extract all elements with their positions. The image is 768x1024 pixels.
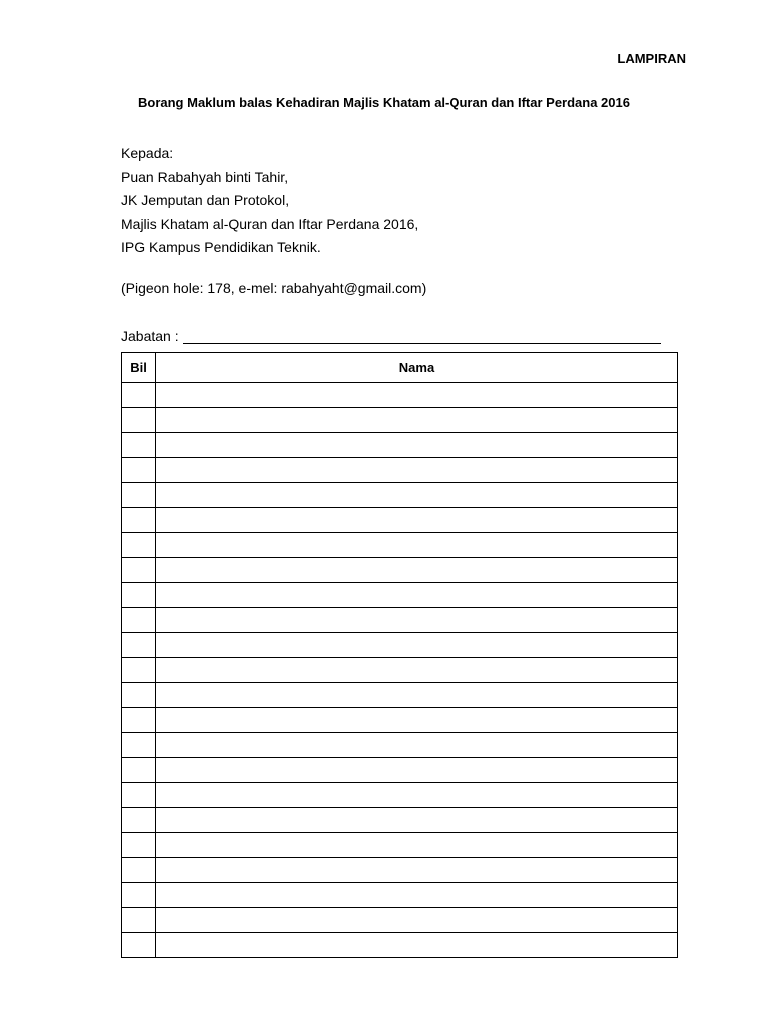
address-line-event: Majlis Khatam al-Quran dan Iftar Perdana 2016, bbox=[121, 215, 419, 232]
bil-cell[interactable] bbox=[122, 533, 156, 558]
table-row bbox=[122, 708, 678, 733]
table-row bbox=[122, 633, 678, 658]
form-title: Borang Maklum balas Kehadiran Majlis Khatam al-Quran dan Iftar Perdana 2016 bbox=[138, 95, 630, 110]
department-input-line[interactable] bbox=[183, 329, 661, 344]
table-row bbox=[122, 408, 678, 433]
nama-cell[interactable] bbox=[156, 433, 678, 458]
nama-cell[interactable] bbox=[156, 383, 678, 408]
table-row bbox=[122, 583, 678, 608]
table-row bbox=[122, 683, 678, 708]
bil-cell[interactable] bbox=[122, 558, 156, 583]
attendance-table bbox=[121, 352, 678, 958]
table-row bbox=[122, 383, 678, 408]
nama-cell[interactable] bbox=[156, 808, 678, 833]
nama-cell[interactable] bbox=[156, 858, 678, 883]
table-row bbox=[122, 858, 678, 883]
bil-cell[interactable] bbox=[122, 883, 156, 908]
table-row bbox=[122, 433, 678, 458]
table-row bbox=[122, 508, 678, 533]
bil-cell[interactable] bbox=[122, 483, 156, 508]
nama-cell[interactable] bbox=[156, 558, 678, 583]
bil-cell[interactable] bbox=[122, 758, 156, 783]
bil-cell[interactable] bbox=[122, 608, 156, 633]
nama-cell[interactable] bbox=[156, 408, 678, 433]
nama-cell[interactable] bbox=[156, 833, 678, 858]
nama-cell[interactable] bbox=[156, 483, 678, 508]
nama-cell[interactable] bbox=[156, 783, 678, 808]
bil-cell[interactable] bbox=[122, 408, 156, 433]
table-row bbox=[122, 458, 678, 483]
table-row bbox=[122, 558, 678, 583]
table-row bbox=[122, 658, 678, 683]
bil-cell[interactable] bbox=[122, 858, 156, 883]
table-row bbox=[122, 483, 678, 508]
contact-info: (Pigeon hole: 178, e-mel: rabahyaht@gmail.com) bbox=[121, 280, 427, 296]
bil-cell[interactable] bbox=[122, 508, 156, 533]
table-row bbox=[122, 883, 678, 908]
bil-cell[interactable] bbox=[122, 808, 156, 833]
address-line-to: Kepada: bbox=[121, 145, 174, 161]
bil-cell[interactable] bbox=[122, 708, 156, 733]
bil-cell[interactable] bbox=[122, 658, 156, 683]
table-row bbox=[122, 833, 678, 858]
table-header-row bbox=[122, 353, 678, 383]
department-label: Jabatan : bbox=[121, 328, 179, 344]
nama-cell[interactable] bbox=[156, 608, 678, 633]
address-line-committee: JK Jemputan dan Protokol, bbox=[121, 192, 290, 208]
bil-cell[interactable] bbox=[122, 433, 156, 458]
nama-cell[interactable] bbox=[156, 533, 678, 558]
bil-cell[interactable] bbox=[122, 583, 156, 608]
nama-cell[interactable] bbox=[156, 458, 678, 483]
bil-cell[interactable] bbox=[122, 383, 156, 408]
bil-cell[interactable] bbox=[122, 908, 156, 933]
nama-cell[interactable] bbox=[156, 708, 678, 733]
table-row bbox=[122, 933, 678, 958]
bil-cell[interactable] bbox=[122, 933, 156, 958]
bil-cell[interactable] bbox=[122, 783, 156, 808]
department-field bbox=[121, 326, 661, 344]
nama-cell[interactable] bbox=[156, 633, 678, 658]
nama-cell[interactable] bbox=[156, 883, 678, 908]
nama-cell[interactable] bbox=[156, 933, 678, 958]
address-line-name: Puan Rabahyah binti Tahir, bbox=[121, 168, 289, 185]
nama-cell[interactable] bbox=[156, 758, 678, 783]
bil-cell[interactable] bbox=[122, 458, 156, 483]
table-row bbox=[122, 608, 678, 633]
bil-cell[interactable] bbox=[122, 633, 156, 658]
table-row bbox=[122, 733, 678, 758]
table-row bbox=[122, 808, 678, 833]
header-bil: Bil bbox=[122, 353, 156, 383]
nama-cell[interactable] bbox=[156, 733, 678, 758]
nama-cell[interactable] bbox=[156, 508, 678, 533]
nama-cell[interactable] bbox=[156, 583, 678, 608]
bil-cell[interactable] bbox=[122, 833, 156, 858]
table-body bbox=[122, 383, 678, 958]
bil-cell[interactable] bbox=[122, 683, 156, 708]
table-row bbox=[122, 783, 678, 808]
address-line-institution: IPG Kampus Pendidikan Teknik. bbox=[121, 239, 321, 255]
recipient-address bbox=[121, 142, 418, 260]
nama-cell[interactable] bbox=[156, 658, 678, 683]
attachment-label: LAMPIRAN bbox=[617, 51, 686, 66]
table-row bbox=[122, 533, 678, 558]
table-row bbox=[122, 908, 678, 933]
nama-cell[interactable] bbox=[156, 908, 678, 933]
table-row bbox=[122, 758, 678, 783]
bil-cell[interactable] bbox=[122, 733, 156, 758]
header-nama: Nama bbox=[156, 353, 678, 383]
nama-cell[interactable] bbox=[156, 683, 678, 708]
